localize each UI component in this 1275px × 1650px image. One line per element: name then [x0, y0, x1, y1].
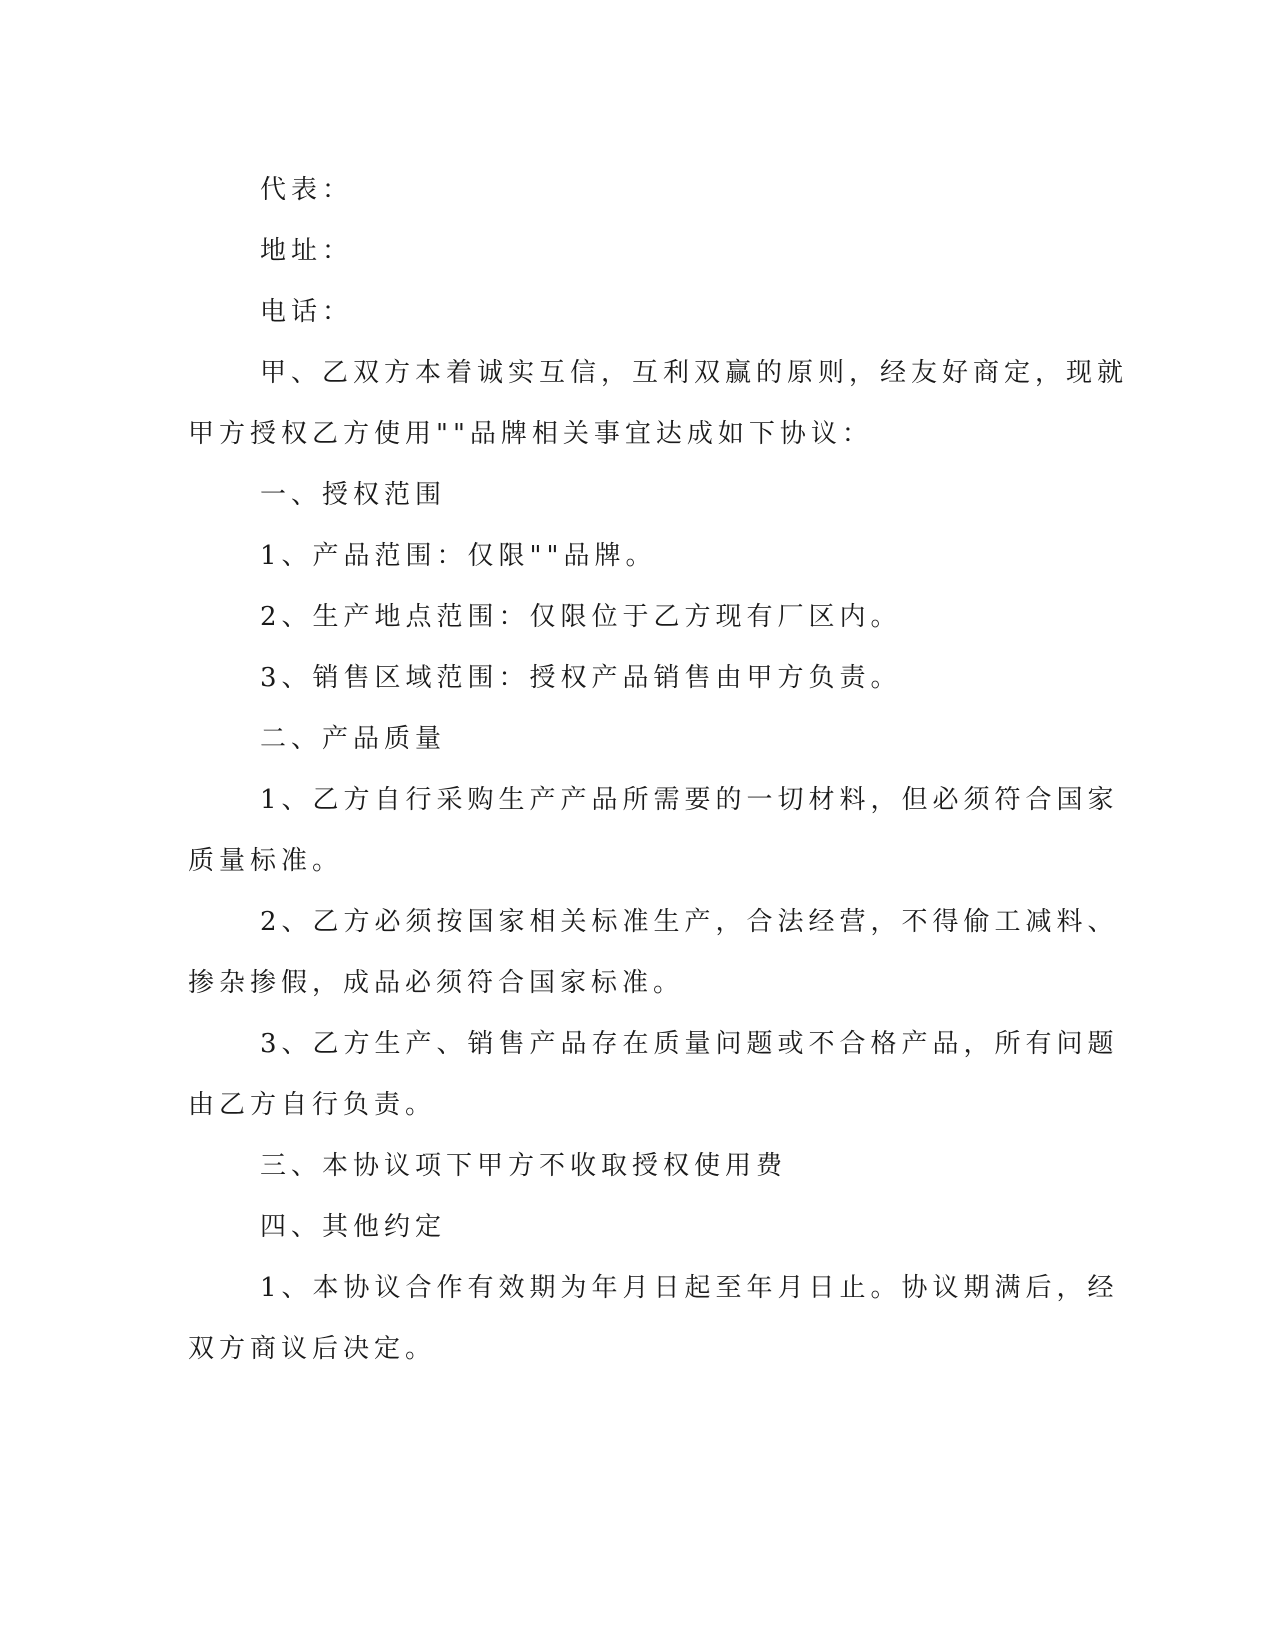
- preamble-line: 甲方授权乙方使用""品牌相关事宜达成如下协议：: [188, 419, 873, 449]
- section-heading: 三、本协议项下甲方不收取授权使用费: [260, 1151, 788, 1181]
- representative-line: 代表：: [260, 175, 354, 205]
- clause-line: 3、销售区域范围：授权产品销售由甲方负责。: [260, 663, 902, 693]
- clause-line: 3、乙方生产、销售产品存在质量问题或不合格产品，所有问题: [260, 1029, 1119, 1059]
- clause-line: 1、乙方自行采购生产产品所需要的一切材料，但必须符合国家: [260, 785, 1119, 815]
- section-heading: 一、授权范围: [260, 480, 447, 510]
- clause-line: 双方商议后决定。: [188, 1334, 437, 1364]
- clause-line: 2、生产地点范围：仅限位于乙方现有厂区内。: [260, 602, 902, 632]
- phone-line: 电话：: [260, 297, 354, 327]
- section-heading: 二、产品质量: [260, 724, 447, 754]
- clause-line: 由乙方自行负责。: [188, 1090, 437, 1120]
- section-heading: 四、其他约定: [260, 1212, 447, 1242]
- clause-line: 2、乙方必须按国家相关标准生产，合法经营，不得偷工减料、: [260, 907, 1119, 937]
- document-body: [188, 160, 1129, 1380]
- preamble-line: 甲、乙双方本着诚实互信，互利双赢的原则，经友好商定，现就: [260, 358, 1129, 388]
- address-line: 地址：: [260, 236, 354, 266]
- clause-line: 掺杂掺假，成品必须符合国家标准。: [188, 968, 685, 998]
- clause-line: 质量标准。: [188, 846, 344, 876]
- clause-line: 1、产品范围：仅限""品牌。: [260, 541, 657, 571]
- clause-line: 1、本协议合作有效期为年月日起至年月日止。协议期满后，经: [260, 1273, 1119, 1303]
